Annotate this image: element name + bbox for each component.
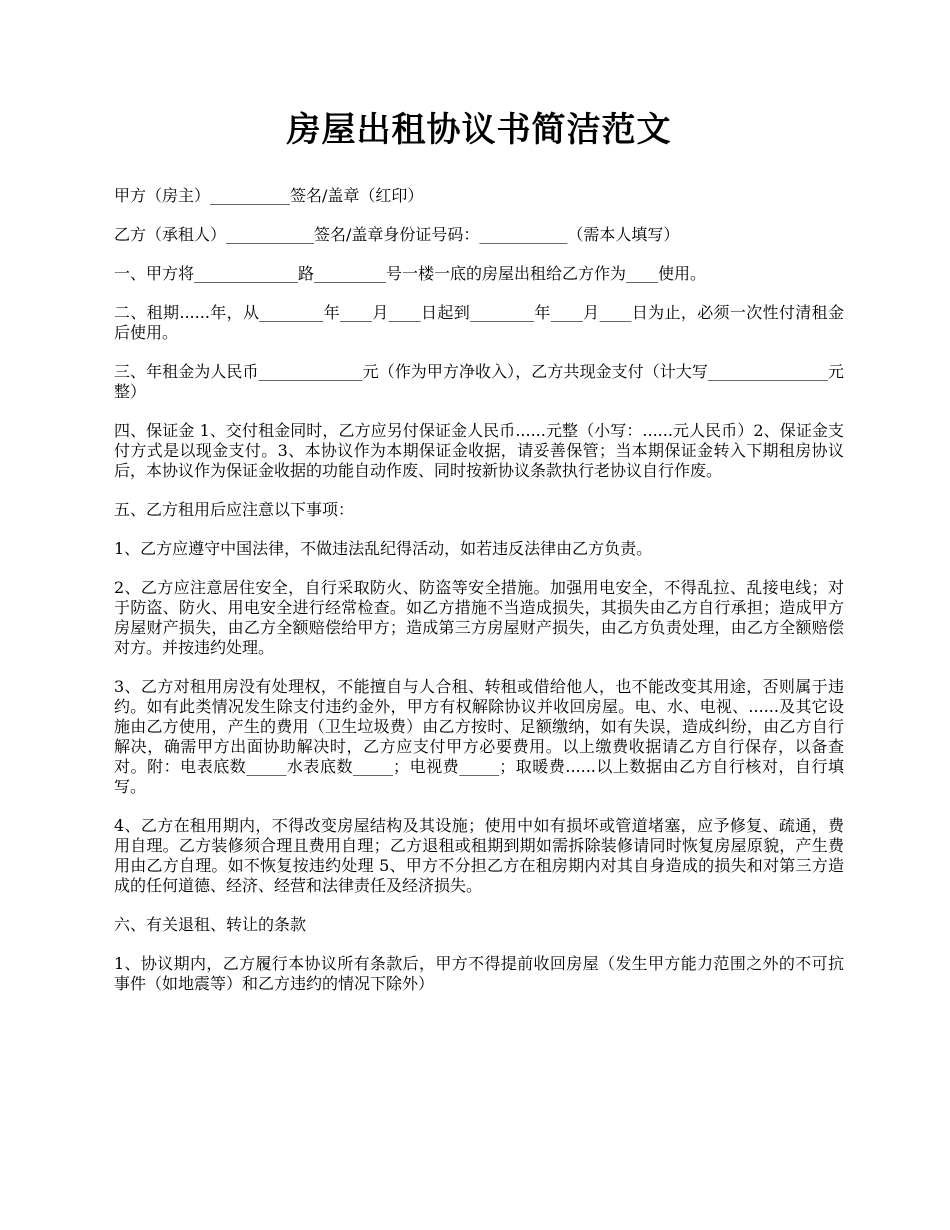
clause-1-premises: 一、甲方将_____________路_________号一楼一底的房屋出租给乙方作为____使用。 [114, 264, 707, 284]
clause-6-heading: 六、有关退租、转让的条款 [114, 915, 307, 935]
clause-5-item-4: 4、乙方在租用期内，不得改变房屋结构及其设施；使用中如有损坏或管道堵塞，应予修复、疏通，费用自理。乙方装修须合理且费用自理；乙方退租或租期到期如需拆除装修请同时恢复房屋原貌，产生费用由乙方自理。如不恢复按违约处理 5、甲方不分担乙方在租房期内对其自身造成的损失和对第三方造成的任何道德、经济、经营和法律责任及经济损失。 [114, 816, 844, 896]
clause-2-term: 二、租期......年，从________年____月____日起到________年____月____日为止，必须一次性付清租金后使用。 [114, 303, 844, 343]
clause-6-item-1: 1、协议期内，乙方履行本协议所有条款后，甲方不得提前收回房屋（发生甲方能力范围之外的不可抗事件（如地震等）和乙方违约的情况下除外） [114, 954, 844, 994]
party-b-line: 乙方（承租人）___________签名/盖章身份证号码：___________（需本人填写） [114, 225, 680, 245]
clause-5-item-1: 1、乙方应遵守中国法律，不做违法乱纪得活动，如若违反法律由乙方负责。 [114, 539, 653, 559]
clause-4-deposit: 四、保证金 1、交付租金同时，乙方应另付保证金人民币......元整（小写：......元人民币）2、保证金支付方式是以现金支付。3、本协议作为本期保证金收据，请妥善保管；当本期保证金转入下期租房协议后，本协议作为保证金收据的功能自动作废、同时按新协议条款执行老协议自行作废。 [114, 421, 844, 481]
document-page [114, 108, 844, 1013]
clause-5-item-2: 2、乙方应注意居住安全，自行采取防火、防盗等安全措施。加强用电安全，不得乱拉、乱接电线；对于防盗、防火、用电安全进行经常检查。如乙方措施不当造成损失，其损失由乙方自行承担；造成甲方房屋财产损失，由乙方全额赔偿给甲方；造成第三方房屋财产损失，由乙方负责处理，由乙方全额赔偿对方。并按违约处理。 [114, 578, 844, 658]
clause-5-item-3: 3、乙方对租用房没有处理权，不能擅自与人合租、转租或借给他人，也不能改变其用途，否则属于违约。如有此类情况发生除支付违约金外，甲方有权解除协议并收回房屋。电、水、电视、......及其它设施由乙方使用，产生的费用（卫生垃圾费）由乙方按时、足额缴纳，如有失误，造成纠纷，由乙方自行解决，确需甲方出面协助解决时，乙方应支付甲方必要费用。以上缴费收据请乙方自行保存，以备查对。附：电表底数_____水表底数_____；电视费_____；取暖费......以上数据由乙方自行核对，自行填写。 [114, 677, 844, 797]
clause-3-rent: 三、年租金为人民币_____________元（作为甲方净收入），乙方共现金支付（计大写_______________元整） [114, 362, 844, 402]
document-title: 房屋出租协议书简洁范文 [286, 110, 672, 150]
party-a-line: 甲方（房主）__________签名/盖章（红印） [114, 186, 424, 206]
clause-5-heading: 五、乙方租用后应注意以下事项： [114, 500, 355, 520]
